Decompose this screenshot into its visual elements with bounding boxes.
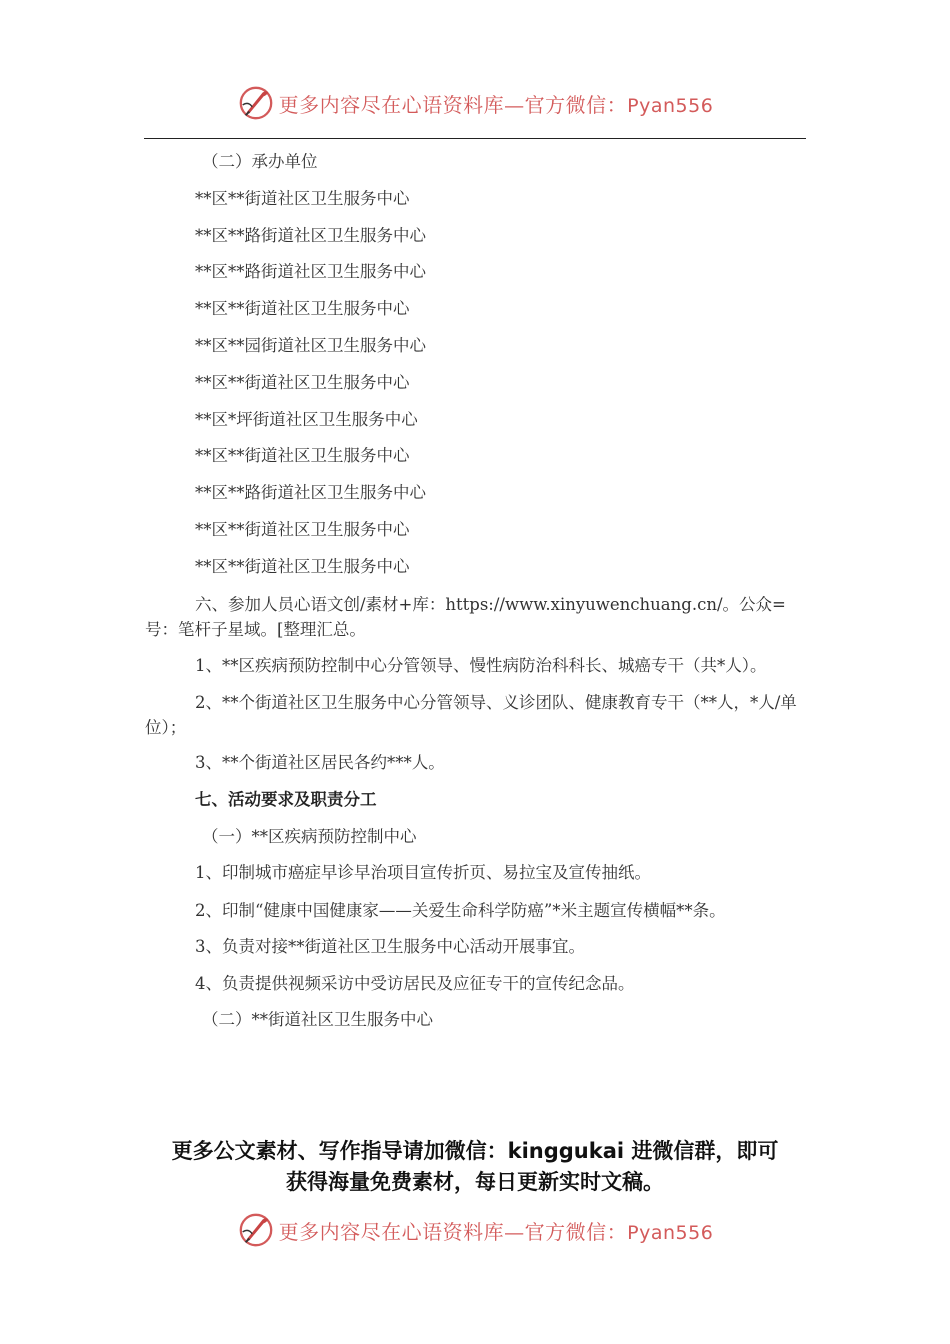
paragraph: **区**街道社区卫生服务中心 bbox=[195, 519, 410, 539]
paragraph: 六、参加人员心语文创/素材+库：https://www.xinyuwenchuang.cn/。公众=号：笔杆子星域。[整理汇总。 bbox=[145, 594, 786, 639]
section-heading: 七、活动要求及职责分工 bbox=[195, 789, 377, 809]
quill-pen-logo-icon bbox=[237, 1211, 275, 1249]
header-wechat-handle: Pyan556 bbox=[627, 94, 714, 117]
paragraph: （二）承办单位 bbox=[202, 152, 318, 171]
paragraph: **区*坪街道社区卫生服务中心 bbox=[195, 409, 418, 429]
paragraph: 3、负责对接**街道社区卫生服务中心活动开展事宜。 bbox=[195, 936, 585, 956]
paragraph: **区**街道社区卫生服务中心 bbox=[195, 299, 410, 319]
footer-banner-text: 更多内容尽在心语资料库—官方微信：Pyan556 bbox=[278, 1219, 714, 1244]
quill-pen-logo-icon bbox=[237, 84, 275, 122]
footer-notice-line-2: 获得海量免费素材，每日更新实时文稿。 bbox=[286, 1170, 664, 1194]
header-divider bbox=[144, 138, 806, 139]
paragraph: 3、**个街道社区居民各约***人。 bbox=[195, 753, 445, 773]
footer-wechat-handle: Pyan556 bbox=[627, 1221, 714, 1244]
paragraph: 1、印制城市癌症早诊早治项目宣传折页、易拉宝及宣传抽纸。 bbox=[195, 863, 651, 883]
paragraph: **区**街道社区卫生服务中心 bbox=[195, 188, 410, 208]
paragraph: 4、负责提供视频采访中受访居民及应征专干的宣传纪念品。 bbox=[195, 973, 635, 993]
paragraph: 2、印制“健康中国健康家——关爱生命科学防癌”*米主题宣传横幅**条。 bbox=[195, 901, 726, 921]
paragraph: 2、**个街道社区卫生服务中心分管领导、义诊团队、健康教育专干（**人，*人/单位）； bbox=[145, 692, 797, 737]
paragraph: **区**路街道社区卫生服务中心 bbox=[195, 262, 426, 282]
footer-banner bbox=[0, 1207, 950, 1253]
paragraph: **区**街道社区卫生服务中心 bbox=[195, 446, 410, 466]
paragraph: （二）**街道社区卫生服务中心 bbox=[202, 1010, 433, 1030]
footer-notice bbox=[145, 1136, 805, 1198]
paragraph: **区**园街道社区卫生服务中心 bbox=[195, 335, 426, 355]
paragraph: （一）**区疾病预防控制中心 bbox=[202, 826, 417, 846]
paragraph: 1、**区疾病预防控制中心分管领导、慢性病防治科科长、城癌专干（共*人）。 bbox=[195, 656, 767, 676]
footer-notice-line-1: 更多公文素材、写作指导请加微信：kinggukai 进微信群，即可 bbox=[171, 1139, 779, 1163]
header-banner-text: 更多内容尽在心语资料库—官方微信：Pyan556 bbox=[278, 92, 714, 117]
paragraph: **区**街道社区卫生服务中心 bbox=[195, 556, 410, 576]
header-banner bbox=[0, 80, 950, 126]
paragraph: **区**路街道社区卫生服务中心 bbox=[195, 483, 426, 503]
paragraph: **区**街道社区卫生服务中心 bbox=[195, 372, 410, 392]
paragraph: **区**路街道社区卫生服务中心 bbox=[195, 225, 426, 245]
document-body bbox=[145, 150, 805, 1045]
